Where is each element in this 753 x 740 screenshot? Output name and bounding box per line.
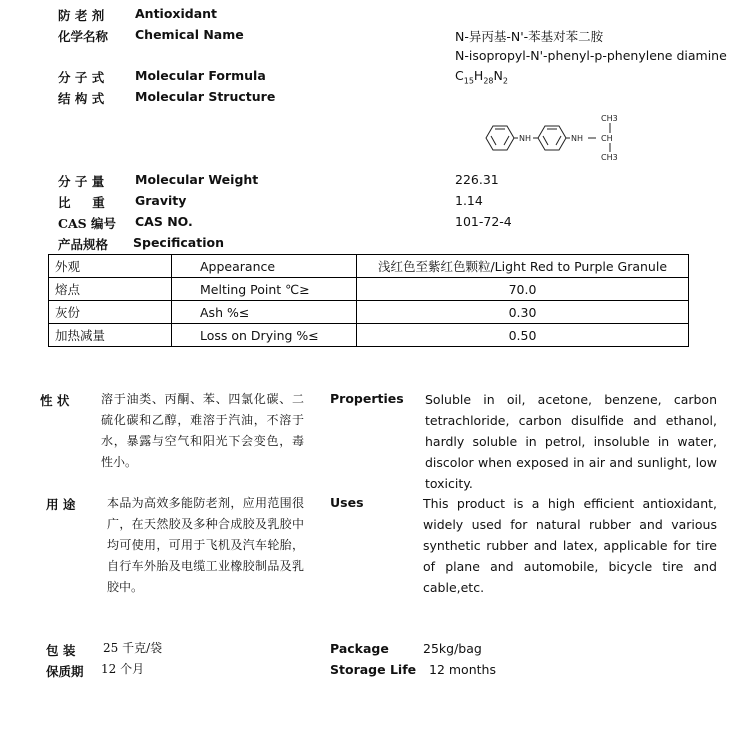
spec-value-cell: 浅红色至紫红色颗粒/Light Red to Purple Granule <box>357 255 689 278</box>
benzene-ring-2 <box>538 126 566 150</box>
formula-value: $C_{15}H_{28}N_2$ <box>455 68 508 86</box>
properties-text-en: Soluble in oil, acetone, benzene, carbon tetrachloride, carbon disulfide and ethanol, hardly soluble in petrol, insoluble in water, discolor when exposed in air and sunlight, low toxicity. <box>425 392 717 491</box>
chemical-name-value-en: N-isopropyl-N'-phenyl-p-phenylene diamine <box>455 48 727 63</box>
cas-label-en: CAS NO. <box>135 214 193 229</box>
benzene-ring-1 <box>486 126 514 150</box>
antioxidant-label-en: Antioxidant <box>135 6 218 21</box>
ch-label: CH <box>601 134 613 143</box>
chemical-name-label-en: Chemical Name <box>135 27 244 42</box>
properties-label-en: Properties <box>330 391 404 406</box>
package-value-en: 25kg/bag <box>423 641 482 656</box>
spec-en-cell: Melting Point ℃≥ <box>172 278 357 301</box>
spec-en-cell: Ash %≤ <box>172 301 357 324</box>
spec-cn-cell: 熔点 <box>49 278 172 301</box>
gravity-label-en: Gravity <box>135 193 187 208</box>
nh-label-2: NH <box>571 134 583 143</box>
properties-label-cn: 性 状 <box>40 393 70 408</box>
spec-cn-cell: 外观 <box>49 255 172 278</box>
package-label-en: Package <box>330 641 389 656</box>
table-row <box>49 255 689 278</box>
weight-label-en: Molecular Weight <box>135 172 259 187</box>
uses-text-en: This product is a high efficient antioxidant, widely used for natural rubber and various synthetic rubber and latex, applicable for tire of plane and automobile, bicycle tire and cable,etc. <box>423 496 717 595</box>
chemical-name-label-cn: 化学名称 <box>58 29 109 44</box>
spec-value-cell: 0.50 <box>357 324 689 347</box>
uses-text-cn: 本品为高效多能防老剂，应用范围很广，在天然胶及多种合成胶及乳胶中均可使用，可用于飞机及汽车轮胎，自行车外胎及电缆工业橡胶制品及乳胶中。 <box>107 496 304 594</box>
formula-label-en: Molecular Formula <box>135 68 266 83</box>
structure-label-cn: 结 构 式 <box>58 91 105 106</box>
spec-value-cell: 0.30 <box>357 301 689 324</box>
table-row <box>49 278 689 301</box>
table-row <box>49 324 689 347</box>
table-row <box>49 301 689 324</box>
gravity-value: 1.14 <box>455 193 483 208</box>
package-value-cn: 25 千克/袋 <box>103 641 163 655</box>
properties-text-cn: 溶于油类、丙酮、苯、四氯化碳、二硫化碳和乙醇，难溶于汽油，不溶于水，暴露与空气和阳光下会变色，毒性小。 <box>101 392 304 469</box>
storage-value-cn: 12 个月 <box>101 662 145 676</box>
weight-value: 226.31 <box>455 172 499 187</box>
chemical-name-value-cn: N-异丙基-N'-苯基对苯二胺 <box>455 29 604 44</box>
nh-label-1: NH <box>519 134 531 143</box>
spec-label-en: Specification <box>133 235 224 250</box>
spec-en-cell: Loss on Drying %≤ <box>172 324 357 347</box>
spec-table <box>48 254 689 347</box>
storage-label-en: Storage Life <box>330 662 417 677</box>
ch3-top-label: CH3 <box>601 114 618 123</box>
spec-value-cell: 70.0 <box>357 278 689 301</box>
gravity-label-cn: 比 重 <box>58 195 105 210</box>
antioxidant-label-cn: 防 老 剂 <box>58 8 105 23</box>
structure-label-en: Molecular Structure <box>135 89 276 104</box>
cas-label-cn: CAS 编号 <box>58 216 117 231</box>
storage-value-en: 12 months <box>429 662 496 677</box>
uses-label-en: Uses <box>330 495 364 510</box>
spec-cn-cell: 加热减量 <box>49 324 172 347</box>
uses-label-cn: 用 途 <box>46 497 76 512</box>
molecular-structure-diagram <box>478 112 628 164</box>
spec-label-cn: 产品规格 <box>58 237 109 252</box>
package-label-cn: 包 装 <box>46 643 76 658</box>
formula-label-cn: 分 子 式 <box>58 70 105 85</box>
weight-label-cn: 分 子 量 <box>58 174 105 189</box>
storage-label-cn: 保质期 <box>46 664 84 679</box>
ch3-bottom-label: CH3 <box>601 153 618 162</box>
spec-cn-cell: 灰份 <box>49 301 172 324</box>
spec-en-cell: Appearance <box>172 255 357 278</box>
cas-value: 101-72-4 <box>455 214 512 229</box>
